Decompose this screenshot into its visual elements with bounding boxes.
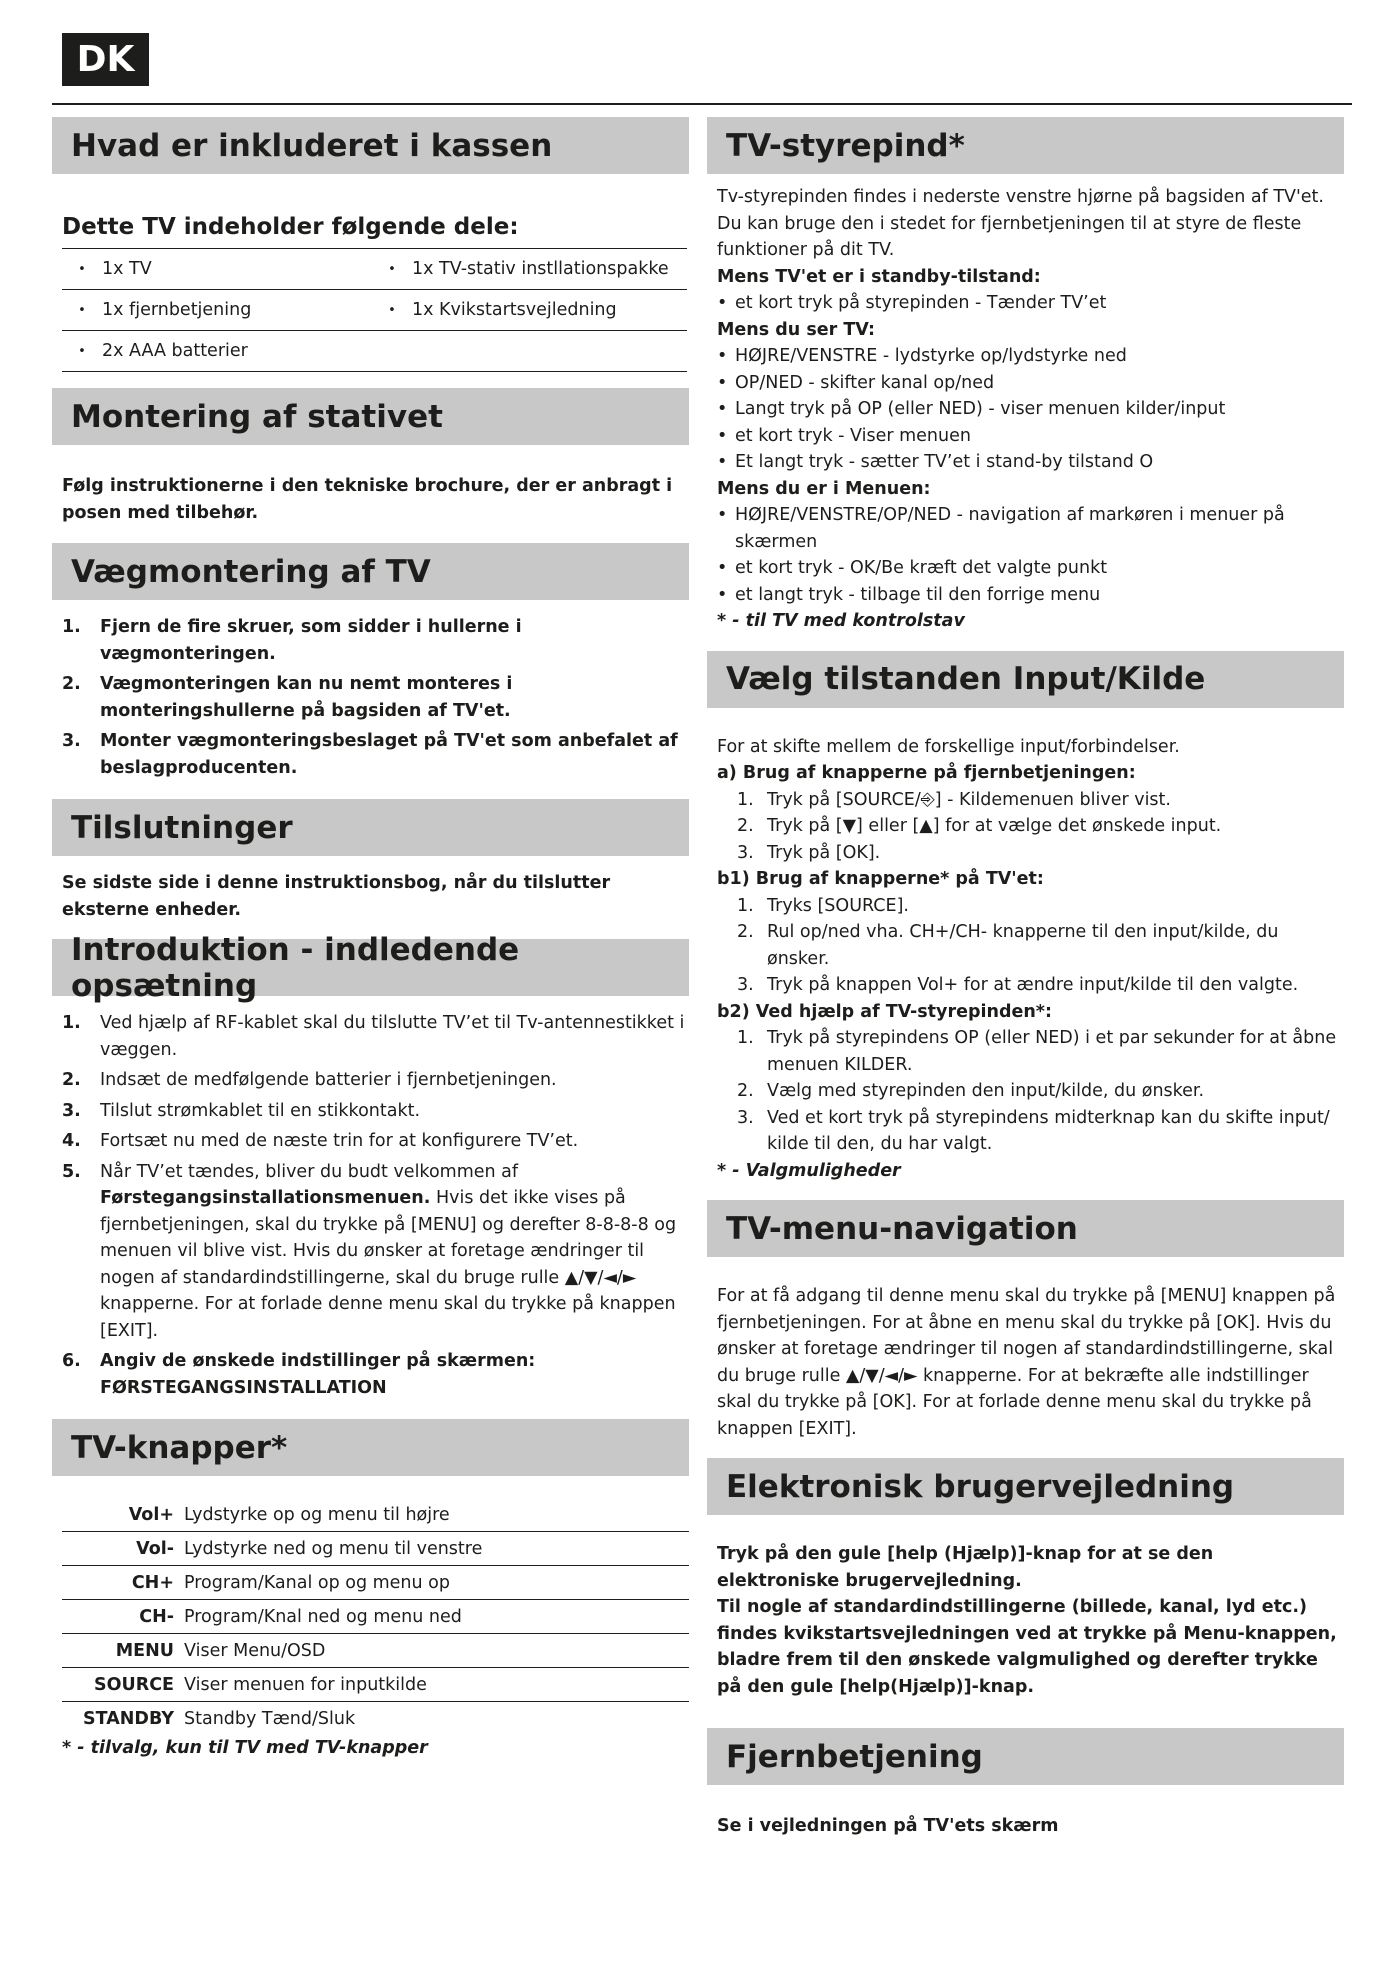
guide-text-1: Tryk på den gule [help (Hjælp)]-knap for at se den elektroniske brugervejledning.	[717, 1544, 1214, 1591]
table-row: SOURCE Viser menuen for inputkilde	[62, 1668, 689, 1702]
section-heading: TV-styrepind*	[707, 117, 1344, 174]
list-item: • OP/NED - skifter kanal op/ned	[717, 372, 995, 393]
contents-row	[62, 248, 687, 290]
list-item: 4. Fortsæt nu med de næste trin for at konfigurere TV’et.	[62, 1131, 579, 1151]
section-heading: Vægmontering af TV	[52, 543, 689, 600]
list-item: 3. Tryk på knappen Vol+ for at ændre input/kilde til den valgte.	[737, 975, 1299, 995]
section-heading: TV-knapper*	[52, 1419, 689, 1476]
buttons-note: * - tilvalg, kun til TV med TV-knapper	[62, 1738, 428, 1758]
input-note: * - Valgmuligheder	[717, 1160, 901, 1181]
left-column	[52, 117, 689, 1762]
section-heading: Vælg tilstanden Input/Kilde	[707, 651, 1344, 708]
list-item: 2. Indsæt de medfølgende batterier i fjernbetjeningen.	[62, 1070, 557, 1090]
list-item: • HØJRE/VENSTRE/OP/NED - navigation af markøren i menuer på skærmen	[717, 505, 1285, 552]
section-heading: Montering af stativet	[52, 388, 689, 445]
section-input-source	[707, 651, 1344, 1185]
section-intro	[52, 931, 689, 1401]
section-heading: TV-menu-navigation	[707, 1200, 1344, 1257]
list-item: • et langt tryk - tilbage til den forrige menu	[717, 584, 1101, 605]
contents-item: 2x AAA batterier	[102, 341, 248, 361]
list-item: • et kort tryk på styrepinden - Tænder TV’et	[717, 293, 1107, 313]
list-item: 3. Monter vægmonteringsbeslaget på TV'et som anbefalet af beslagproducenten.	[62, 731, 678, 778]
table-row: CH+ Program/Kanal op og menu op	[62, 1566, 689, 1600]
list-item: • Langt tryk på OP (eller NED) - viser menuen kilder/input	[717, 399, 1226, 419]
contents-subheading: Dette TV indeholder følgende dele:	[62, 214, 519, 240]
section-heading: Fjernbetjening	[707, 1728, 1344, 1785]
contents-item: 1x TV	[102, 259, 152, 279]
list-item: 3. Tilslut strømkablet til en stikkontakt.	[62, 1100, 421, 1121]
list-item: 1. Tryks [SOURCE].	[737, 895, 909, 916]
section-remote	[707, 1728, 1344, 1840]
input-b1-title: b1) Brug af knapperne* på TV'et:	[717, 869, 1044, 889]
table-row: CH- Program/Knal ned og menu ned	[62, 1600, 689, 1634]
joystick-menu-list	[707, 502, 1344, 608]
header-rule	[52, 103, 1352, 105]
list-item: 2. Vægmonteringen kan nu nemt monteres i monteringshullerne på bagsiden af TV'et.	[62, 674, 513, 721]
menu-nav-text: For at få adgang til denne menu skal du trykke på [MENU] knappen på fjernbetjeningen. For at åbne en menu skal du trykke på [OK]. Hvis du ønsker at foretage ændringer til nogen af standardindstillingerne, skal du bruge rulle ▲/▼/◄/► knapperne. For at bekræfte alle indstillinger skal du trykke på [OK]. For at forlade denne menu skal du trykke på knappen [EXIT].	[717, 1286, 1336, 1439]
table-row: STANDBY Standby Tænd/Sluk	[83, 1708, 356, 1729]
joystick-menu-title: Mens du er i Menuen:	[717, 478, 931, 499]
language-badge: DK	[62, 33, 149, 86]
list-item: 5. Når TV’et tændes, bliver du budt velkommen af Førstegangsinstallationsmenuen. Hvis det ikke vises på fjernbetjeningen, skal du trykke på [MENU] og derefter 8-8-8-8 og menuen vil blive vist. Hvis du ønsker at foretage ændringer til nogen af standardindstillingerne, skal du bruge rulle ▲/▼/◄/► knapperne. For at forlade denne menu skal du trykke på knappen [EXIT].	[62, 1161, 677, 1341]
contents-row	[62, 331, 687, 372]
table-row: Vol- Lydstyrke ned og menu til venstre	[62, 1532, 689, 1566]
joystick-watching-list	[707, 343, 1344, 476]
section-contents	[52, 117, 689, 372]
list-item: 6. Angiv de ønskede indstillinger på skærmen: FØRSTEGANGSINSTALLATION	[62, 1351, 536, 1398]
joystick-standby-title: Mens TV'et er i standby-tilstand:	[717, 266, 1041, 287]
input-b1-steps	[707, 893, 1344, 999]
joystick-standby-list	[707, 290, 1344, 317]
section-menu-navigation	[707, 1200, 1344, 1442]
list-item: 1. Fjern de fire skruer, som sidder i hullerne i vægmonteringen.	[62, 617, 522, 664]
section-heading: Tilslutninger	[52, 799, 689, 856]
contents-item: 1x Kvikstartsvejledning	[412, 300, 617, 320]
buttons-table	[62, 1498, 689, 1735]
section-electronic-guide	[707, 1458, 1344, 1700]
joystick-note: * - til TV med kontrolstav	[717, 611, 965, 631]
section-heading: Elektronisk brugervejledning	[707, 1458, 1344, 1515]
list-item: 1. Ved hjælp af RF-kablet skal du tilslutte TV’et til Tv-antennestikket i væggen.	[62, 1013, 685, 1060]
list-item: • et kort tryk - Viser menuen	[717, 425, 971, 446]
input-a-steps	[707, 787, 1344, 867]
intro-steps	[52, 1010, 689, 1401]
list-item: 1. Tryk på styrepindens OP (eller NED) i et par sekunder for at åbne menuen KILDER.	[737, 1028, 1337, 1075]
section-tv-buttons	[52, 1419, 689, 1762]
table-row: MENU Viser Menu/OSD	[62, 1634, 689, 1668]
wall-steps	[52, 614, 689, 781]
section-connections	[52, 799, 689, 923]
section-heading: Hvad er inkluderet i kassen	[52, 117, 689, 174]
section-heading: Introduktion - indledende opsætning	[52, 939, 689, 996]
joystick-intro: Tv-styrepinden findes i nederste venstre hjørne på bagsiden af TV'et. Du kan bruge den i stedet for fjernbetjeningen til at styre de fleste funktioner på dit TV.	[717, 187, 1324, 260]
section-stand	[52, 388, 689, 526]
contents-item: 1x fjernbetjening	[102, 300, 252, 320]
list-item: 2. Rul op/ned vha. CH+/CH- knapperne til den input/kilde, du ønsker.	[737, 922, 1279, 969]
list-item: 2. Vælg med styrepinden den input/kilde, du ønsker.	[737, 1081, 1205, 1101]
section-wall-mount	[52, 543, 689, 781]
bullet-icon: •	[78, 261, 86, 277]
bullet-icon: •	[78, 343, 86, 359]
input-intro: For at skifte mellem de forskellige input/forbindelser.	[717, 736, 1180, 757]
connections-text: Se sidste side i denne instruktionsbog, når du tilslutter eksterne enheder.	[62, 873, 611, 920]
list-item: • HØJRE/VENSTRE - lydstyrke op/lydstyrke ned	[717, 346, 1127, 366]
list-item: 2. Tryk på [▼] eller [▲] for at vælge det ønskede input.	[737, 816, 1222, 836]
bullet-icon: •	[388, 261, 396, 277]
remote-text: Se i vejledningen på TV'ets skærm	[717, 1816, 1059, 1836]
input-b2-steps	[707, 1025, 1344, 1158]
contents-item: 1x TV-stativ instllationspakke	[412, 259, 669, 279]
table-row: Vol+ Lydstyrke op og menu til højre	[62, 1498, 689, 1532]
input-a-title: a) Brug af knapperne på fjernbetjeningen:	[717, 763, 1136, 783]
input-b2-title: b2) Ved hjælp af TV-styrepinden*:	[717, 1001, 1052, 1022]
contents-row	[62, 290, 687, 331]
contents-list	[62, 248, 687, 372]
list-item: • Et langt tryk - sætter TV’et i stand-by tilstand O	[717, 452, 1154, 472]
list-item: • et kort tryk - OK/Be kræft det valgte punkt	[717, 558, 1108, 578]
section-joystick	[707, 117, 1344, 635]
list-item: 3. Ved et kort tryk på styrepindens midterknap kan du skifte input/ kilde til den, du har valgt.	[737, 1107, 1330, 1154]
list-item: 3. Tryk på [OK].	[737, 842, 881, 863]
bullet-icon: •	[78, 302, 86, 318]
right-column	[707, 117, 1344, 1840]
stand-text: Følg instruktionerne i den tekniske brochure, der er anbragt i posen med tilbehør.	[62, 476, 673, 523]
joystick-watching-title: Mens du ser TV:	[717, 319, 876, 340]
list-item: 1. Tryk på [SOURCE/⎆] - Kildemenuen bliver vist.	[737, 789, 1171, 810]
bullet-icon: •	[388, 302, 396, 318]
guide-text-2: Til nogle af standardindstillingerne (billede, kanal, lyd etc.) findes kvikstartsvejledningen ved at trykke på Menu-knappen, bladre frem til den ønskede valgmulighed og derefter trykke på den gule [help(Hjælp)]-knap.	[717, 1597, 1337, 1697]
